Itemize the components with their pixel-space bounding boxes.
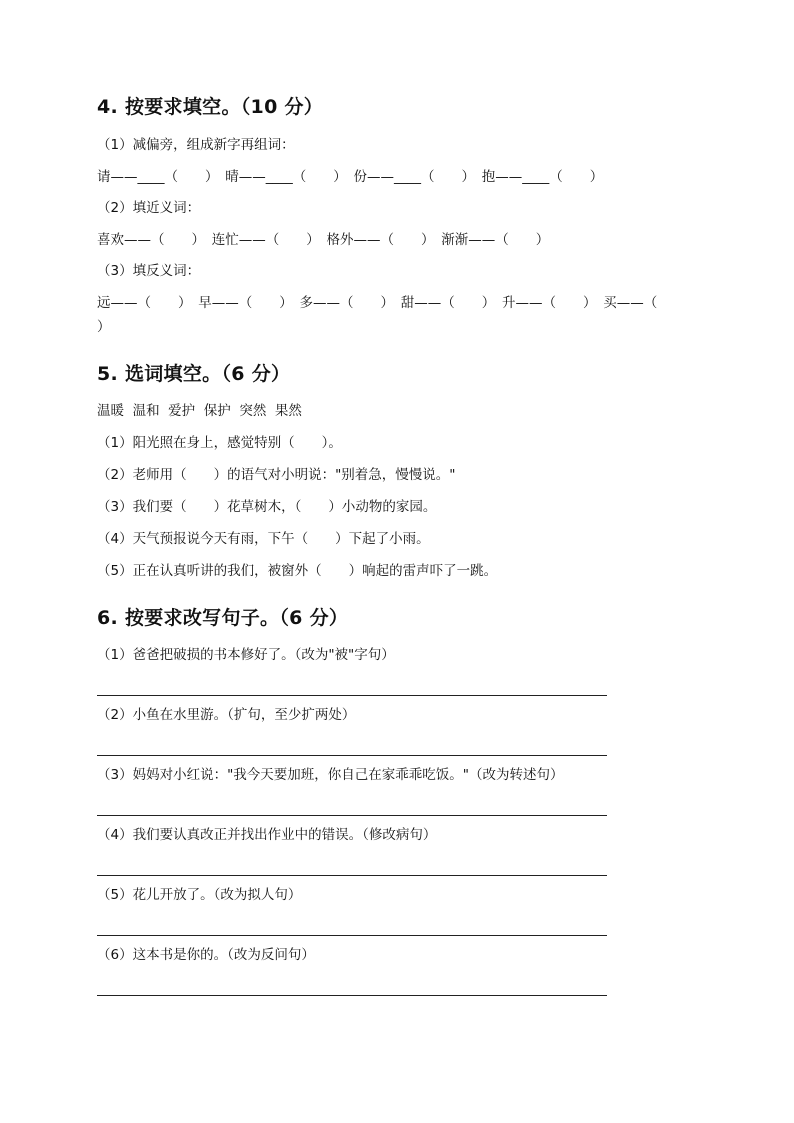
q6-answer-line-2[interactable] bbox=[97, 755, 607, 756]
q6-item-5: （5）花儿开放了。（改为拟人句） bbox=[97, 887, 302, 903]
q5-item-4[interactable]: （4）天气预报说今天有雨，下午（ ）下起了小雨。 bbox=[97, 531, 430, 547]
q4-part1-label: （1）减偏旁，组成新字再组词： bbox=[97, 137, 295, 153]
q4-part2-label: （2）填近义词： bbox=[97, 200, 201, 216]
q6-item-2: （2）小鱼在水里游。（扩句，至少扩两处） bbox=[97, 707, 356, 723]
q4-part3-fill-line[interactable]: 远——（ ） 早——（ ） 多——（ ） 甜——（ ） 升——（ ） 买——（ bbox=[97, 295, 658, 311]
q6-answer-line-4[interactable] bbox=[97, 875, 607, 876]
q4-title: 4. 按要求填空。（10 分） bbox=[97, 96, 324, 118]
q6-answer-line-6[interactable] bbox=[97, 995, 607, 996]
q5-title: 5. 选词填空。（6 分） bbox=[97, 363, 291, 385]
q4-part1-fill-line[interactable]: 请——____（ ） 晴——____（ ） 份——____（ ） 抱——____（ ） bbox=[97, 169, 604, 185]
q4-part3-fill-line-continued: ） bbox=[97, 319, 111, 335]
q5-item-5[interactable]: （5）正在认真听讲的我们，被窗外（ ）响起的雷声吓了一跳。 bbox=[97, 563, 498, 579]
q5-item-1[interactable]: （1）阳光照在身上，感觉特别（ ）。 bbox=[97, 435, 342, 451]
q6-title: 6. 按要求改写句子。（6 分） bbox=[97, 607, 349, 629]
q4-part2-fill-line[interactable]: 喜欢——（ ） 连忙——（ ） 格外——（ ） 渐渐——（ ） bbox=[97, 232, 550, 248]
q6-answer-line-3[interactable] bbox=[97, 815, 607, 816]
q6-answer-line-1[interactable] bbox=[97, 695, 607, 696]
q6-item-1: （1）爸爸把破损的书本修好了。（改为"被"字句） bbox=[97, 647, 395, 663]
q4-part3-label: （3）填反义词： bbox=[97, 263, 201, 279]
q6-item-4: （4）我们要认真改正并找出作业中的错误。（修改病句） bbox=[97, 827, 437, 843]
q6-item-3: （3）妈妈对小红说："我今天要加班，你自己在家乖乖吃饭。"（改为转述句） bbox=[97, 767, 564, 783]
q5-item-2[interactable]: （2）老师用（ ）的语气对小明说："别着急，慢慢说。" bbox=[97, 467, 456, 483]
q5-item-3[interactable]: （3）我们要（ ）花草树木，（ ）小动物的家园。 bbox=[97, 499, 437, 515]
q6-item-6: （6）这本书是你的。（改为反问句） bbox=[97, 947, 315, 963]
q6-answer-line-5[interactable] bbox=[97, 935, 607, 936]
q5-word-bank: 温暖 温和 爱护 保护 突然 果然 bbox=[97, 403, 302, 419]
